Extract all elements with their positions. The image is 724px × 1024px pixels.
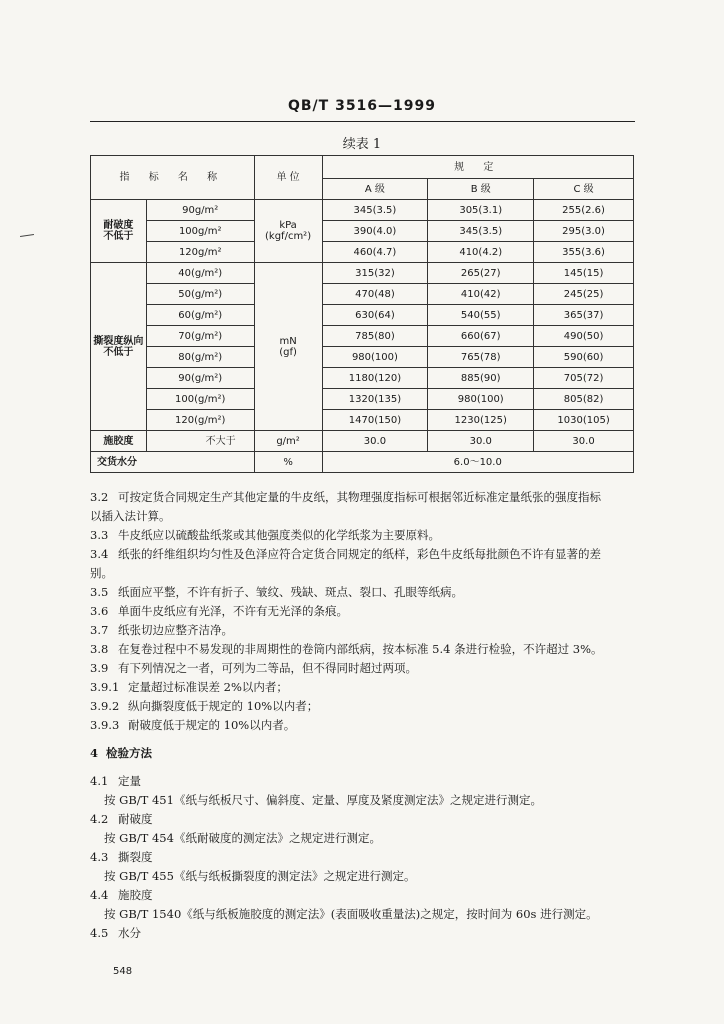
grade-c-cell: 590(60)	[534, 347, 634, 368]
clause-text: 牛皮纸应以硫酸盐纸浆或其他强度类似的化学纸浆为主要原料。	[118, 528, 440, 542]
table-row	[91, 389, 634, 410]
table-row	[91, 326, 634, 347]
table-row	[91, 368, 634, 389]
grade-c-cell: 145(15)	[534, 263, 634, 284]
clause-number: 3.9.2	[90, 699, 120, 713]
burst-name-line2: 不低于	[103, 231, 134, 242]
clause-text: 纸张切边应整齐洁净。	[118, 623, 233, 637]
moisture-name: 交货水分	[91, 452, 255, 473]
section-number: 4	[90, 746, 99, 760]
clause-number: 3.5	[90, 585, 109, 599]
grade-b-cell: 265(27)	[428, 263, 534, 284]
grade-b-cell: 980(100)	[428, 389, 534, 410]
tear-unit	[254, 263, 322, 431]
clause-number: 4.3	[90, 850, 109, 864]
table-row	[91, 410, 634, 431]
clause-title: 施胶度	[118, 888, 153, 902]
table-row	[91, 221, 634, 242]
paragraph	[90, 640, 650, 659]
clause-number: 3.9.1	[90, 680, 120, 694]
tear-name-line2: 不低于	[103, 346, 134, 358]
table-caption: 续表 1	[342, 137, 382, 152]
header-unit: 单 位	[254, 156, 322, 200]
weight-cell: 100(g/m²)	[146, 389, 254, 410]
grade-b-cell: 30.0	[428, 431, 534, 452]
paragraph	[90, 697, 650, 716]
paragraph	[90, 716, 650, 735]
grade-a-cell: 460(4.7)	[322, 242, 428, 263]
burst-name-line1: 耐破度	[103, 220, 134, 231]
section-heading	[90, 744, 650, 763]
margin-mark	[20, 234, 34, 237]
paragraph	[90, 621, 650, 640]
clause-text: 按 GB/T 451《纸与纸板尺寸、偏斜度、定量、厚度及紧度测定法》之规定进行测定。	[104, 793, 542, 807]
weight-cell: 70(g/m²)	[146, 326, 254, 347]
grade-c-cell: 255(2.6)	[534, 200, 634, 221]
burst-category	[91, 200, 147, 263]
header-grade-b: B 级	[428, 179, 534, 200]
clause-number: 4.1	[90, 774, 109, 788]
sizing-qualifier: 不大于	[146, 431, 254, 452]
header-spec: 规 定	[322, 156, 633, 179]
grade-b-cell: 765(78)	[428, 347, 534, 368]
clause-text: 耐破度低于规定的 10%以内者。	[128, 718, 296, 732]
grade-b-cell: 1230(125)	[428, 410, 534, 431]
paragraph	[90, 583, 650, 602]
sizing-name: 施胶度	[91, 431, 147, 452]
moisture-unit: %	[254, 452, 322, 473]
weight-cell: 40(g/m²)	[146, 263, 254, 284]
clause-title: 定量	[118, 774, 141, 788]
clause-text: 定量超过标准误差 2%以内者；	[128, 680, 288, 694]
table-row	[91, 305, 634, 326]
clause-title: 撕裂度	[118, 850, 153, 864]
clause-number: 3.3	[90, 528, 109, 542]
grade-a-cell: 30.0	[322, 431, 428, 452]
spacer	[90, 763, 650, 772]
paragraph	[90, 659, 650, 678]
grade-c-cell: 355(3.6)	[534, 242, 634, 263]
grade-b-cell: 305(3.1)	[428, 200, 534, 221]
table-row-sizing	[91, 431, 634, 452]
clause-title: 水分	[118, 926, 141, 940]
paragraph	[90, 526, 650, 545]
clause-text: 按 GB/T 454《纸耐破度的测定法》之规定进行测定。	[104, 831, 381, 845]
paragraph	[90, 545, 650, 564]
paragraph	[90, 602, 650, 621]
grade-b-cell: 540(55)	[428, 305, 534, 326]
header-grade-a: A 级	[322, 179, 428, 200]
grade-a-cell: 315(32)	[322, 263, 428, 284]
grade-a-cell: 630(64)	[322, 305, 428, 326]
table-row	[91, 242, 634, 263]
grade-c-cell: 805(82)	[534, 389, 634, 410]
clause-number: 3.9.3	[90, 718, 120, 732]
grade-c-cell: 365(37)	[534, 305, 634, 326]
weight-cell: 50(g/m²)	[146, 284, 254, 305]
body-text	[90, 488, 650, 943]
grade-a-cell: 1180(120)	[322, 368, 428, 389]
weight-cell: 90(g/m²)	[146, 368, 254, 389]
clause-number: 3.9	[90, 661, 109, 675]
clause-text: 单面牛皮纸应有光泽，不许有无光泽的条痕。	[118, 604, 348, 618]
grade-a-cell: 390(4.0)	[322, 221, 428, 242]
grade-b-cell: 660(67)	[428, 326, 534, 347]
grade-b-cell: 410(4.2)	[428, 242, 534, 263]
spec-table	[90, 155, 634, 473]
subsection-heading	[90, 848, 650, 867]
clause-number: 3.2	[90, 490, 109, 504]
grade-a-cell: 980(100)	[322, 347, 428, 368]
weight-cell: 60(g/m²)	[146, 305, 254, 326]
spacer	[90, 735, 650, 744]
tear-name-line1: 撕裂度纵向	[93, 335, 144, 347]
grade-a-cell: 470(48)	[322, 284, 428, 305]
tear-unit-line2: (gf)	[279, 346, 297, 358]
clause-text: 纵向撕裂度低于规定的 10%以内者；	[128, 699, 319, 713]
weight-cell: 80(g/m²)	[146, 347, 254, 368]
header-indicator: 指 标 名 称	[91, 156, 255, 200]
table-row	[91, 200, 634, 221]
paragraph	[90, 678, 650, 697]
clause-number: 3.6	[90, 604, 109, 618]
grade-c-cell: 245(25)	[534, 284, 634, 305]
weight-cell: 120g/m²	[146, 242, 254, 263]
grade-a-cell: 1470(150)	[322, 410, 428, 431]
paragraph	[90, 488, 650, 507]
clause-number: 4.5	[90, 926, 109, 940]
header-grade-c: C 级	[534, 179, 634, 200]
clause-text: 可按定货合同规定生产其他定量的牛皮纸，其物理强度指标可根据邻近标准定量纸张的强度指标	[118, 490, 601, 504]
clause-number: 4.4	[90, 888, 109, 902]
section-title: 检验方法	[106, 746, 152, 760]
tear-unit-line1: mN	[279, 335, 297, 347]
clause-title: 耐破度	[118, 812, 153, 826]
header-rule	[90, 121, 635, 122]
table-row	[91, 263, 634, 284]
clause-number: 4.2	[90, 812, 109, 826]
subsection-heading	[90, 810, 650, 829]
subsection-heading	[90, 924, 650, 943]
grade-c-cell: 1030(105)	[534, 410, 634, 431]
table-header-row	[91, 156, 634, 179]
table-row	[91, 284, 634, 305]
table-row-moisture	[91, 452, 634, 473]
grade-c-cell: 295(3.0)	[534, 221, 634, 242]
paragraph-continuation: 以插入法计算。	[90, 509, 171, 523]
burst-unit	[254, 200, 322, 263]
grade-b-cell: 885(90)	[428, 368, 534, 389]
clause-text: 有下列情况之一者，可列为二等品，但不得同时超过两项。	[118, 661, 417, 675]
grade-a-cell: 1320(135)	[322, 389, 428, 410]
clause-text: 纸面应平整，不许有折子、皱纹、残缺、斑点、裂口、孔眼等纸病。	[118, 585, 463, 599]
weight-cell: 90g/m²	[146, 200, 254, 221]
subsection-heading	[90, 886, 650, 905]
standard-number: QB/T 3516—1999	[287, 98, 437, 114]
clause-text: 在复卷过程中不易发现的非周期性的卷筒内部纸病，按本标准 5.4 条进行检验，不许超过 3%。	[118, 642, 603, 656]
clause-text: 按 GB/T 1540《纸与纸板施胶度的测定法》(表面吸收重量法)之规定，按时间为 60s 进行测定。	[104, 907, 598, 921]
clause-text: 纸张的纤维组织均匀性及色泽应符合定货合同规定的纸样，彩色牛皮纸每批颜色不许有显著的差	[118, 547, 601, 561]
weight-cell: 120(g/m²)	[146, 410, 254, 431]
clause-number: 3.7	[90, 623, 109, 637]
subsection-heading	[90, 772, 650, 791]
weight-cell: 100g/m²	[146, 221, 254, 242]
burst-unit-line2: (kgf/cm²)	[265, 231, 312, 242]
grade-b-cell: 410(42)	[428, 284, 534, 305]
page-number: 548	[113, 966, 133, 977]
moisture-value: 6.0～10.0	[322, 452, 633, 473]
grade-b-cell: 345(3.5)	[428, 221, 534, 242]
paragraph-continuation: 别。	[90, 566, 113, 580]
clause-text: 按 GB/T 455《纸与纸板撕裂度的测定法》之规定进行测定。	[104, 869, 416, 883]
grade-c-cell: 490(50)	[534, 326, 634, 347]
clause-number: 3.8	[90, 642, 109, 656]
grade-c-cell: 705(72)	[534, 368, 634, 389]
clause-number: 3.4	[90, 547, 109, 561]
sizing-unit: g/m²	[254, 431, 322, 452]
tear-category	[91, 263, 147, 431]
grade-a-cell: 785(80)	[322, 326, 428, 347]
grade-c-cell: 30.0	[534, 431, 634, 452]
burst-unit-line1: kPa	[279, 220, 297, 231]
grade-a-cell: 345(3.5)	[322, 200, 428, 221]
table-row	[91, 347, 634, 368]
